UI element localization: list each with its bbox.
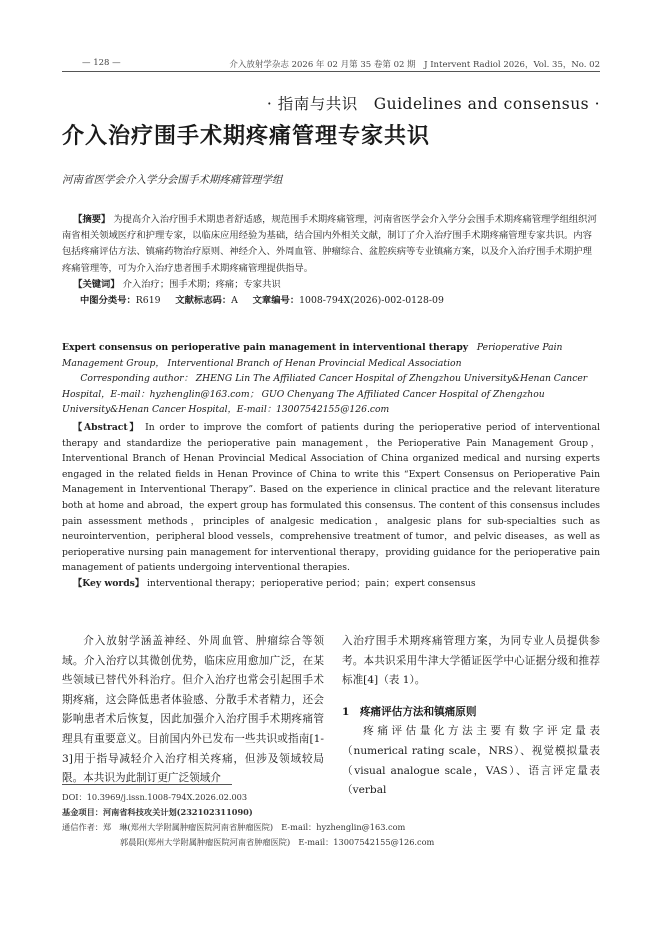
corresponding-author-1: 郑 琳(郑州大学附属肿瘤医院河南省肿瘤医院) E-mail：hyzhenglin@163.com [102, 822, 406, 832]
clc-label: 中图分类号： [80, 295, 136, 307]
doi: DOI：10.3969/j.issn.1008-794X.2026.02.003 [62, 792, 248, 802]
english-keywords-label: 【Key words】 [73, 577, 145, 589]
header-rule [62, 71, 600, 72]
english-abstract-label: 【Abstract】 [73, 422, 141, 433]
clc-value: R619 [135, 295, 161, 307]
assessment-paragraph: 疼痛评估量化方法主要有数字评定量表（numerical rating scale，NRS）、视觉模拟量表（visual analogue scale，VAS）、语言评定量表（verbal [342, 725, 600, 797]
doc-code-label: 文献标志码： [175, 295, 232, 307]
intro-paragraph: 介入放射学涵盖神经、外周血管、肿瘤综合等领域。介入治疗以其微创优势，临床应用愈加广泛，在某些领域已替代外科治疗。但介入治疗也常会引起围手术期疼痛，这会降低患者体验感、分散手术者精力，还会影响患者术后恢复，因此加强介入治疗围手术期疼痛管理具有重要意义。目前国内外已发布一些共识或指南[1-3]用于指导减轻介入治疗相关疼痛，但涉及领域较局限。本共识为此制订更广泛领域介 [62, 635, 324, 785]
fund-value: 河南省科技攻关计划(232102311090) [102, 807, 253, 817]
corresponding-author-2: 郭晨阳(郑州大学附属肿瘤医院河南省肿瘤医院) E-mail：13007542155@126.com [120, 837, 435, 847]
abstract-text: 为提高介入治疗围手术期患者舒适感，规范围手术期疼痛管理，河南省医学会介入学分会围手术期疼痛管理学组组织河南省相关领域医疗和护理专家，以临床应用经验为基础，结合国内外相关文献，制订了介入治疗围手术期疼痛管理专家共识。内容包括疼痛评估方法、镇痛药物治疗原则、神经介入、外周血管、肿瘤综合、盆腔疾病等专业镇痛方案，以及介入治疗围手术期护理疼痛管理等，可为介入治疗患者围手术期疼痛管理提供指导。 [62, 214, 597, 274]
english-abstract [62, 420, 600, 592]
page-number: — 128 — [82, 58, 121, 68]
doc-code-value: A [231, 295, 238, 307]
corresponding-label: 通信作者： [62, 822, 103, 832]
english-title-block [62, 340, 600, 418]
english-author-group: Perioperative Pain Management Group， Interventional Branch of Henan Provincial Medical Association [62, 342, 563, 369]
footnotes [62, 790, 434, 850]
keywords-label: 【关键词】 [73, 278, 120, 290]
fund-label: 基金项目： [62, 807, 103, 817]
author-group: 河南省医学会介入学分会围手术期疼痛管理学组 [62, 174, 283, 186]
english-abstract-text: In order to improve the comfort of patients during the perioperative period of interventional therapy and standardize the perioperative pain management，the Perioperative Pain Management Group，Interventional Branch of Henan Provincial Medical Association of China organized medical and nursing experts engaged in the related fields in Henan Province of China to write this “Expert Consensus on Perioperative Pain Management in Interventional Therapy”. Based on the experience in clinical practice and the relevant literature both at home and abroad，the expert group has formulated this consensus. The content of this consensus includes pain assessment methods，principles of analgesic medication，analgesic plans for sub-specialties such as neurointervention，peripheral blood vessels，comprehensive treatment of tumor，and pelvic diseases，as well as perioperative nursing pain management for interventional therapy，providing guidance for the perioperative pain management of patients undergoing interventional therapies. [62, 422, 601, 574]
keywords-text: 介入治疗；围手术期；疼痛；专家共识 [122, 278, 281, 290]
journal-running-head: 介入放射学杂志 2026 年 02 月第 35 卷第 02 期 J Intervent Radiol 2026，Vol. 35，No. 02 [229, 60, 600, 70]
article-number-label: 文章编号： [252, 295, 300, 307]
article-number-value: 1008-794X(2026)-002-0128-09 [299, 295, 444, 307]
body-right-column [342, 632, 600, 801]
section-heading: 1 疼痛评估方法和镇痛原则 [342, 705, 477, 718]
body-left-column [62, 632, 324, 789]
section-tag: · 指南与共识 Guidelines and consensus · [266, 95, 600, 113]
english-title: Expert consensus on perioperative pain management in interventional therapy [62, 342, 469, 353]
english-keywords-text: interventional therapy；perioperative period；pain；expert consensus [146, 577, 476, 589]
intro-paragraph-continued: 入治疗围手术期疼痛管理方案，为同专业人员提供参考。本共识采用牛津大学循证医学中心证据分级和推荐标准[4]（表 1）。 [342, 635, 600, 687]
chinese-abstract [62, 212, 600, 309]
abstract-label: 【摘要】 [73, 214, 111, 225]
article-title: 介入治疗围手术期疼痛管理专家共识 [62, 123, 431, 149]
corresponding-authors: Corresponding author： ZHENG Lin The Affiliated Cancer Hospital of Zhengzhou University&Henan Cancer Hospital，E-mail：hyzhenglin@163.com； GUO Chenyang The Affiliated Cancer Hospital of Zhengzhou University&Henan Cancer Hospital，E-mail：13007542155@126.com [62, 373, 588, 416]
footnote-rule [62, 784, 232, 785]
